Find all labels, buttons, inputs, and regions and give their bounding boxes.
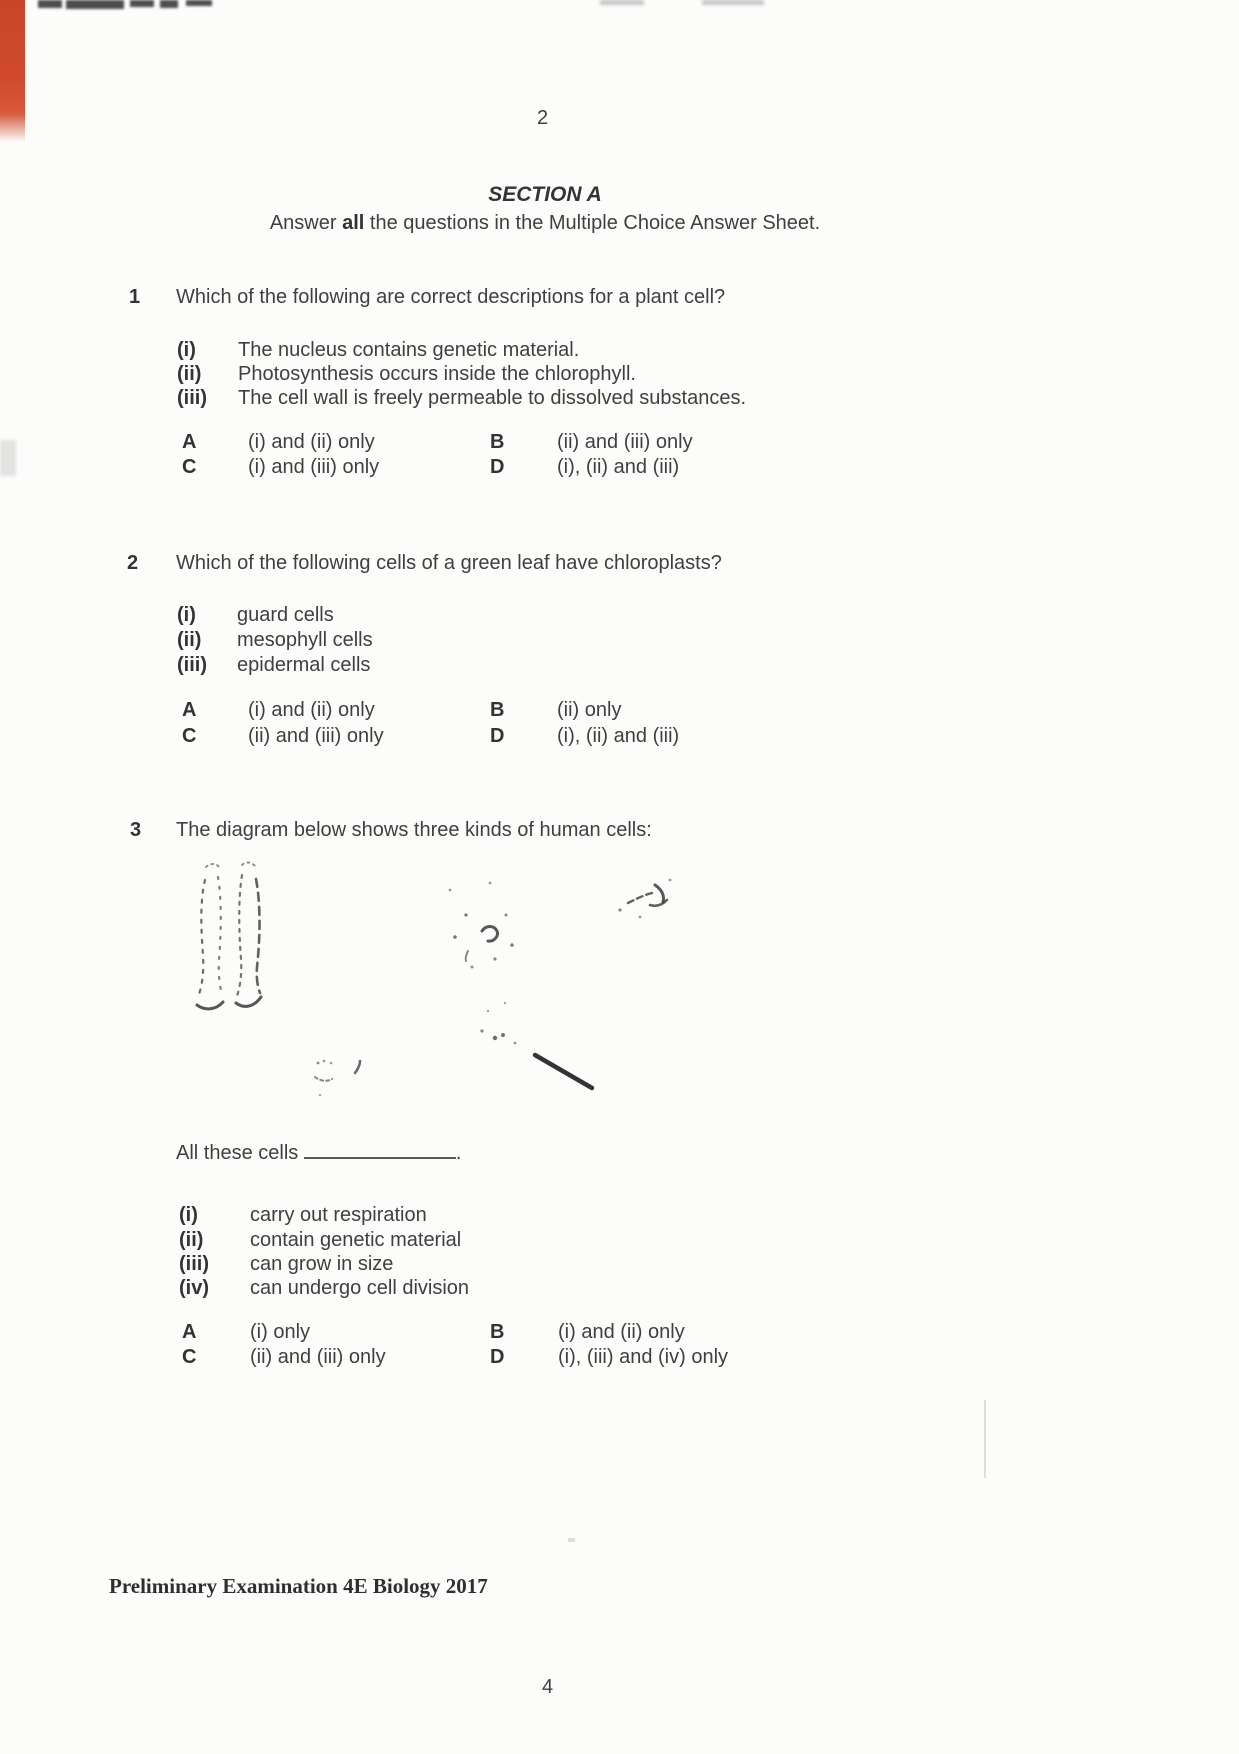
q1-option-letter: C xyxy=(182,456,197,478)
instruction-bold: all xyxy=(342,212,365,234)
scan-red-edge-strip xyxy=(0,0,25,142)
scan-smudge xyxy=(38,0,62,8)
q2-item-label: (ii) xyxy=(177,629,202,651)
question-1-text: Which of the following are correct descriptions for a plant cell? xyxy=(176,286,726,308)
q1-option-text: (i), (ii) and (iii) xyxy=(557,456,680,478)
q2-option-text: (ii) only xyxy=(557,699,622,721)
question-3-text: The diagram below shows three kinds of human cells: xyxy=(176,819,652,841)
scan-artifact-dot xyxy=(568,1538,575,1542)
q3-item-text: contain genetic material xyxy=(250,1229,462,1251)
q3-item-text: can undergo cell division xyxy=(250,1277,470,1299)
scan-smudge xyxy=(130,0,154,7)
question-3-number: 3 xyxy=(130,819,142,841)
scan-smudge xyxy=(160,0,178,8)
q2-option-letter: A xyxy=(182,699,197,721)
q1-item-label: (i) xyxy=(177,339,196,361)
scan-smudge xyxy=(186,0,212,6)
question-2-text: Which of the following cells of a green leaf have chloroplasts? xyxy=(176,552,722,574)
q3-blank-sentence xyxy=(176,1139,461,1165)
q2-option-letter: C xyxy=(182,725,197,747)
scan-artifact-line xyxy=(984,1400,986,1478)
instruction-post: the questions in the Multiple Choice Answer Sheet. xyxy=(364,212,821,234)
q2-item-text: mesophyll cells xyxy=(237,629,373,651)
section-instruction xyxy=(0,212,1090,235)
instruction-pre: Answer xyxy=(269,212,343,234)
top-page-number: 2 xyxy=(537,107,549,129)
q1-option-text: (i) and (ii) only xyxy=(248,431,375,453)
q2-option-letter: D xyxy=(490,725,505,747)
q3-option-text: (ii) and (iii) only xyxy=(250,1346,386,1368)
q3-blank-line xyxy=(304,1139,456,1159)
scan-smudge xyxy=(702,0,764,5)
scan-smudge xyxy=(0,440,16,476)
q2-item-text: guard cells xyxy=(237,604,334,626)
q3-blank-post: . xyxy=(455,1142,462,1164)
q3-item-text: carry out respiration xyxy=(250,1204,427,1226)
q1-option-letter: A xyxy=(182,431,197,453)
q1-item-label: (ii) xyxy=(177,363,202,385)
q3-option-text: (i), (iii) and (iv) only xyxy=(558,1346,729,1368)
q3-option-text: (i) only xyxy=(250,1321,311,1343)
footer-exam-title: Preliminary Examination 4E Biology 2017 xyxy=(109,1574,488,1598)
q2-item-label: (iii) xyxy=(177,654,207,676)
q3-option-letter: B xyxy=(490,1321,505,1343)
q3-item-text: can grow in size xyxy=(250,1253,394,1275)
q1-option-letter: B xyxy=(490,431,505,453)
q1-option-letter: D xyxy=(490,456,505,478)
section-title: SECTION A xyxy=(488,183,602,206)
q3-item-label: (i) xyxy=(179,1204,198,1226)
bottom-page-number: 4 xyxy=(542,1676,554,1698)
question-2-number: 2 xyxy=(127,552,139,574)
q3-option-letter: D xyxy=(490,1346,505,1368)
q2-option-text: (i) and (ii) only xyxy=(248,699,375,721)
q3-item-label: (iv) xyxy=(179,1277,209,1299)
q1-option-text: (ii) and (iii) only xyxy=(557,431,693,453)
q2-option-text: (ii) and (iii) only xyxy=(248,725,384,747)
q1-option-text: (i) and (iii) only xyxy=(248,456,380,478)
q2-option-text: (i), (ii) and (iii) xyxy=(557,725,680,747)
q3-option-letter: C xyxy=(182,1346,197,1368)
q3-blank-pre: All these cells xyxy=(176,1142,304,1164)
q2-option-letter: B xyxy=(490,699,505,721)
scan-smudge xyxy=(600,0,644,5)
q1-item-text: The cell wall is freely permeable to dissolved substances. xyxy=(238,387,747,409)
q3-option-text: (i) and (ii) only xyxy=(558,1321,685,1343)
q3-option-letter: A xyxy=(182,1321,197,1343)
q3-item-label: (ii) xyxy=(179,1229,204,1251)
q1-item-label: (iii) xyxy=(177,387,207,409)
q1-item-text: Photosynthesis occurs inside the chlorophyll. xyxy=(238,363,636,385)
question-1-number: 1 xyxy=(129,286,141,308)
q1-item-text: The nucleus contains genetic material. xyxy=(238,339,580,361)
human-cells-diagram xyxy=(150,855,710,1105)
scan-smudge xyxy=(66,0,124,9)
q2-item-text: epidermal cells xyxy=(237,654,371,676)
q3-item-label: (iii) xyxy=(179,1253,209,1275)
q2-item-label: (i) xyxy=(177,604,196,626)
